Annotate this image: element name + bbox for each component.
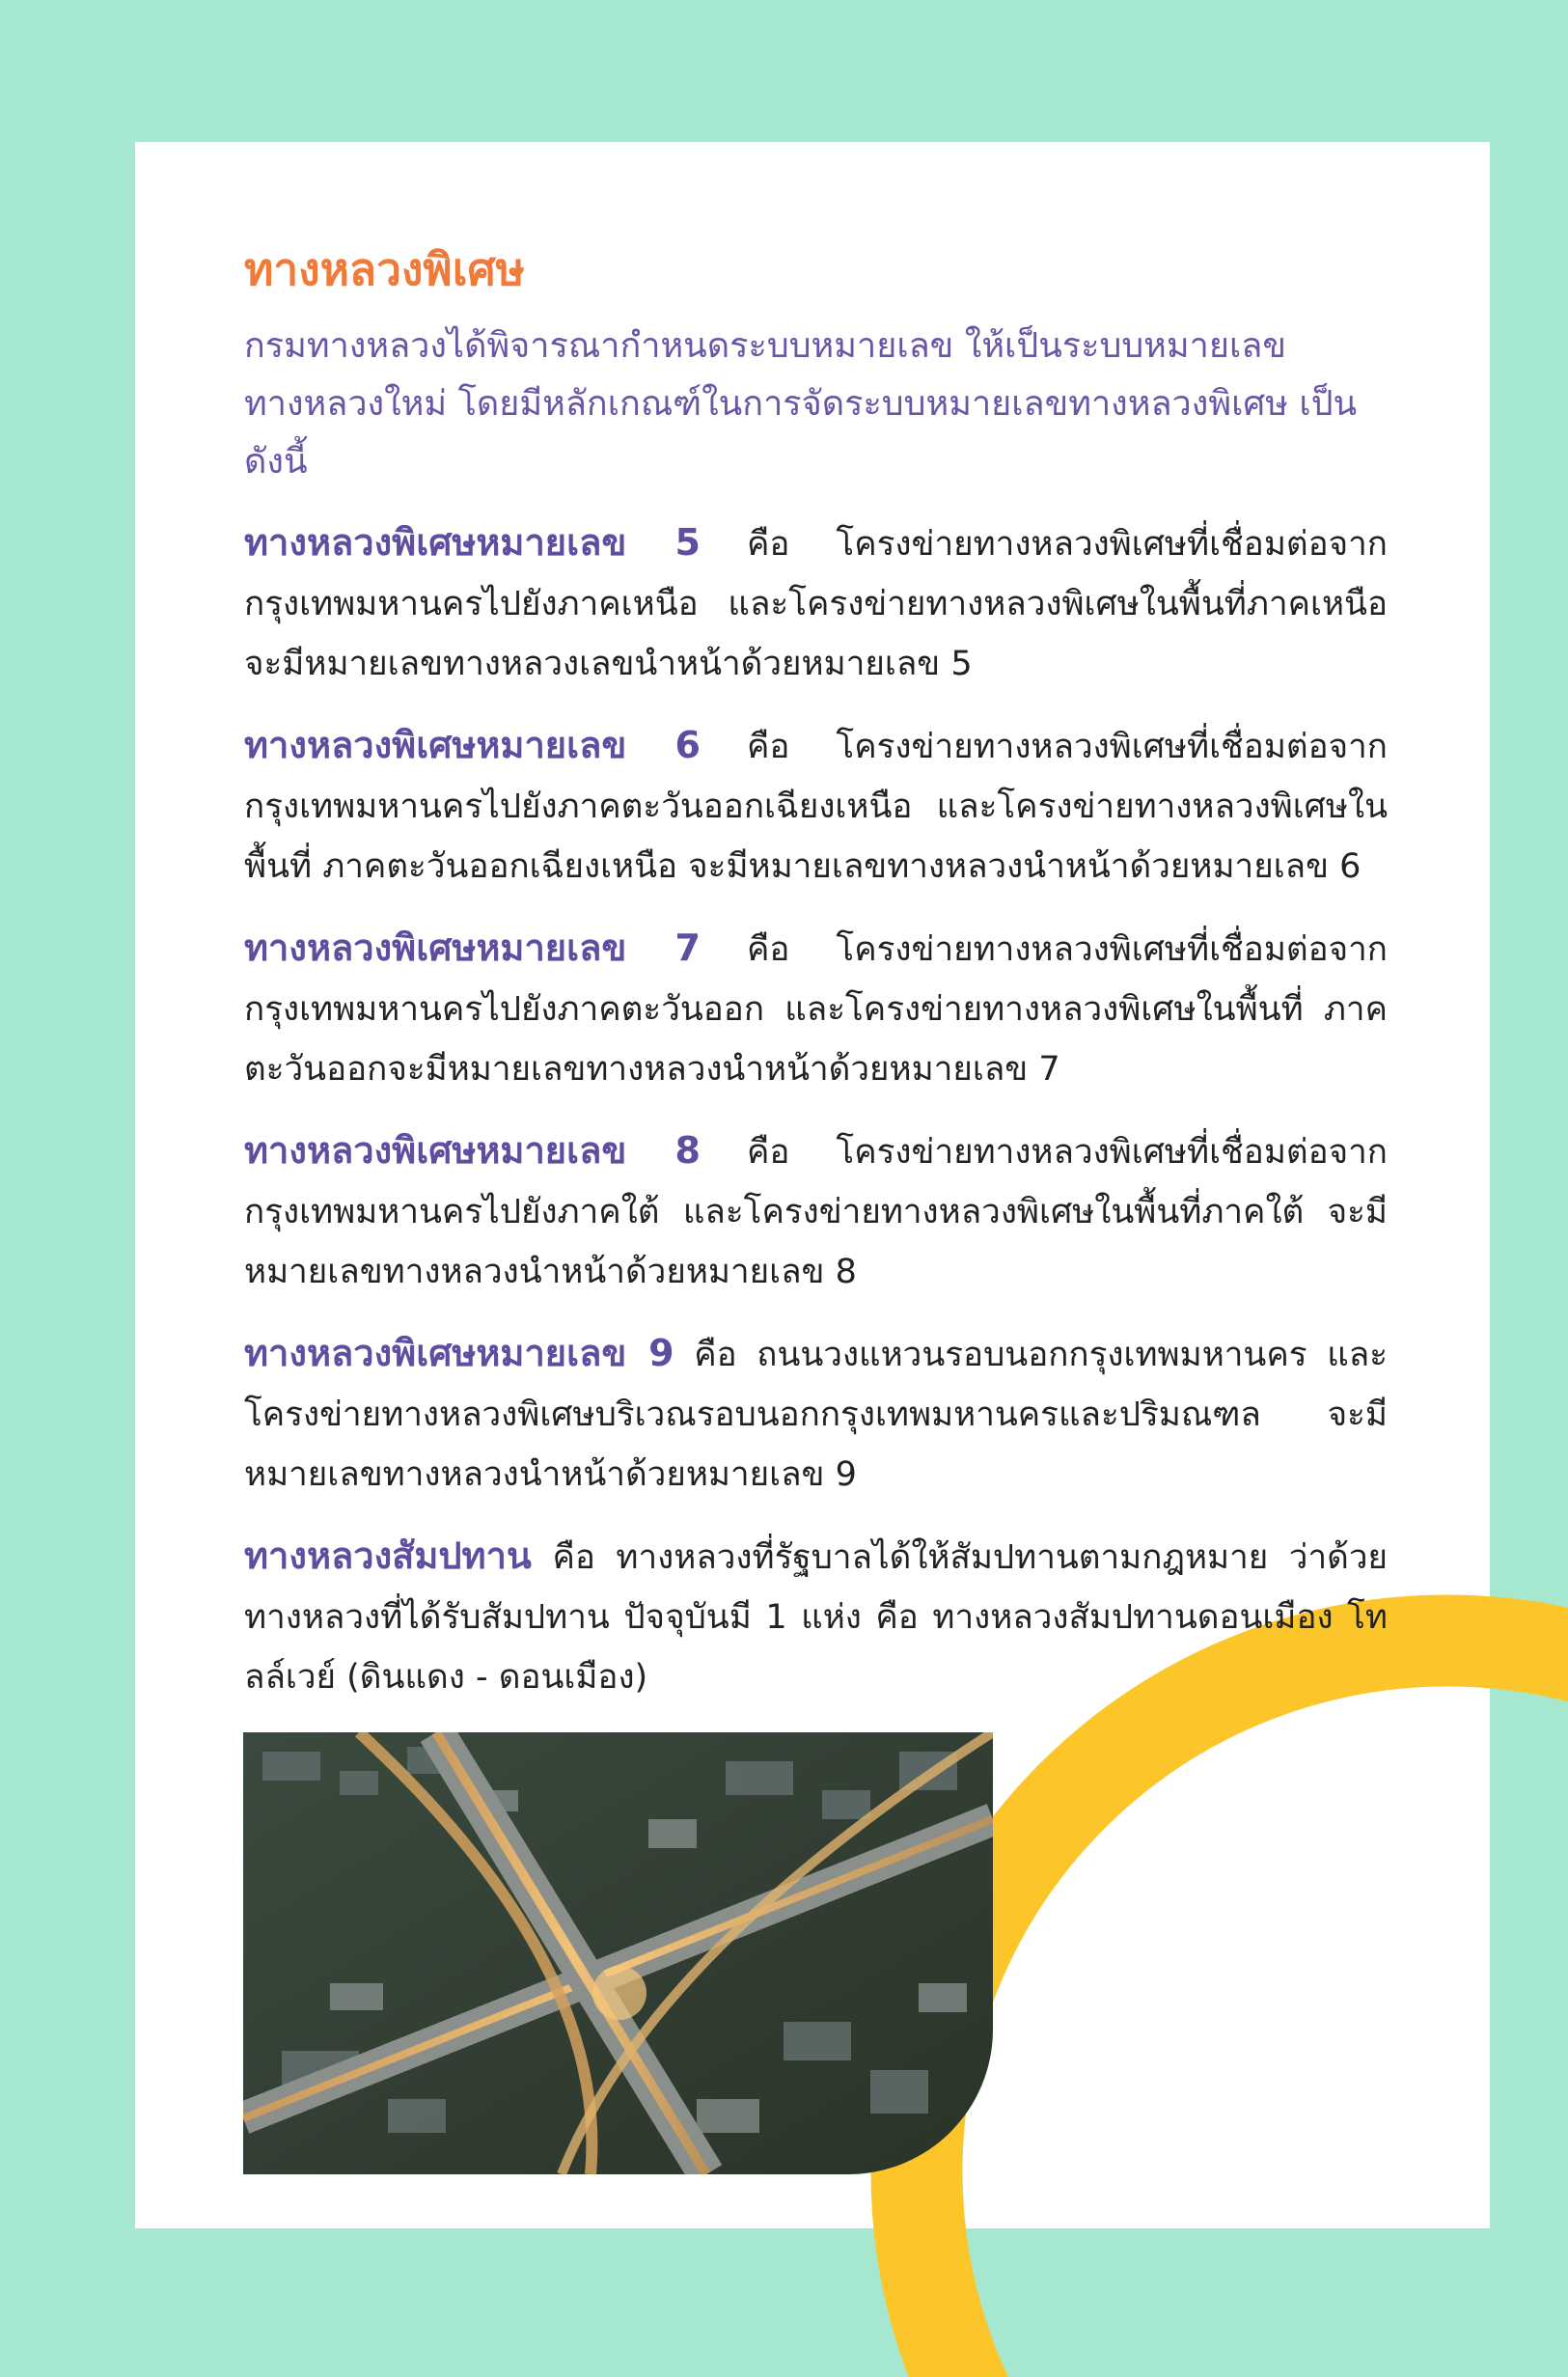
entry-text: คือ โครงข่ายทางหลวงพิเศษที่เชื่อมต่อจาก กรุงเทพมหานครไปยังภาคตะวันออกเฉียงเหนือ และโครงข่ายทางหลวงพิเศษในพื้นที่ ภาคตะวันออกเฉียงเหนือ จะมีหมายเลขทางหลวงนำหน้าด้วยหมายเลข 6	[244, 728, 1388, 886]
entry-term: ทางหลวงพิเศษหมายเลข 5	[244, 521, 701, 564]
content-panel	[135, 142, 1490, 2228]
entry-expressway-9	[244, 1323, 1388, 1505]
entry-expressway-7	[244, 918, 1388, 1099]
entry-text: คือ ทางหลวงที่รัฐบาลได้ให้สัมปทานตามกฎหมาย ว่าด้วยทางหลวงที่ได้รับสัมปทาน ปัจจุบันมี 1 แห่ง คือ ทางหลวงสัมปทานดอนเมือง โทลล์เวย์ (ดินแดง - ดอนเมือง)	[244, 1538, 1388, 1697]
aerial-highway-interchange-icon	[243, 1732, 993, 2174]
entry-term: ทางหลวงพิเศษหมายเลข 9	[244, 1332, 674, 1374]
intro-paragraph: กรมทางหลวงได้พิจารณากำหนดระบบหมายเลข ให้เป็นระบบหมายเลขทางหลวงใหม่ โดยมีหลักเกณฑ์ในการจัดระบบหมายเลขทางหลวงพิเศษ เป็นดังนี้	[244, 326, 1358, 482]
page-title: ทางหลวงพิเศษ	[244, 243, 525, 295]
entry-text: คือ โครงข่ายทางหลวงพิเศษที่เชื่อมต่อจาก กรุงเทพมหานครไปยังภาคเหนือ และโครงข่ายทางหลวงพิเศษในพื้นที่ภาคเหนือ จะมีหมายเลขทางหลวงเลขนำหน้าด้วยหมายเลข 5	[244, 525, 1388, 683]
entry-term: ทางหลวงพิเศษหมายเลข 8	[244, 1129, 701, 1172]
entry-expressway-8	[244, 1120, 1388, 1302]
article	[244, 238, 1388, 1707]
entry-expressway-5	[244, 512, 1388, 694]
entry-term: ทางหลวงพิเศษหมายเลข 6	[244, 724, 701, 766]
entry-expressway-6	[244, 715, 1388, 897]
entry-concession-highway	[244, 1526, 1388, 1707]
entry-text: คือ โครงข่ายทางหลวงพิเศษที่เชื่อมต่อจาก กรุงเทพมหานครไปยังภาคใต้ และโครงข่ายทางหลวงพิเศษในพื้นที่ภาคใต้ จะมีหมายเลขทางหลวงนำหน้าด้วยหมายเลข 8	[244, 1133, 1388, 1291]
entry-term: ทางหลวงพิเศษหมายเลข 7	[244, 926, 701, 969]
entry-term: ทางหลวงสัมปทาน	[244, 1534, 532, 1577]
aerial-highway-photo	[243, 1732, 993, 2174]
entry-text: คือ ถนนวงแหวนรอบนอกกรุงเทพมหานคร และโครงข่ายทางหลวงพิเศษบริเวณรอบนอกกรุงเทพมหานครและปริมณฑล จะมีหมายเลขทางหลวงนำหน้าด้วยหมายเลข 9	[244, 1336, 1389, 1494]
entry-text: คือ โครงข่ายทางหลวงพิเศษที่เชื่อมต่อจาก กรุงเทพมหานครไปยังภาคตะวันออก และโครงข่ายทางหลวงพิเศษในพื้นที่ ภาคตะวันออกจะมีหมายเลขทางหลวงนำหน้าด้วยหมายเลข 7	[244, 930, 1388, 1089]
